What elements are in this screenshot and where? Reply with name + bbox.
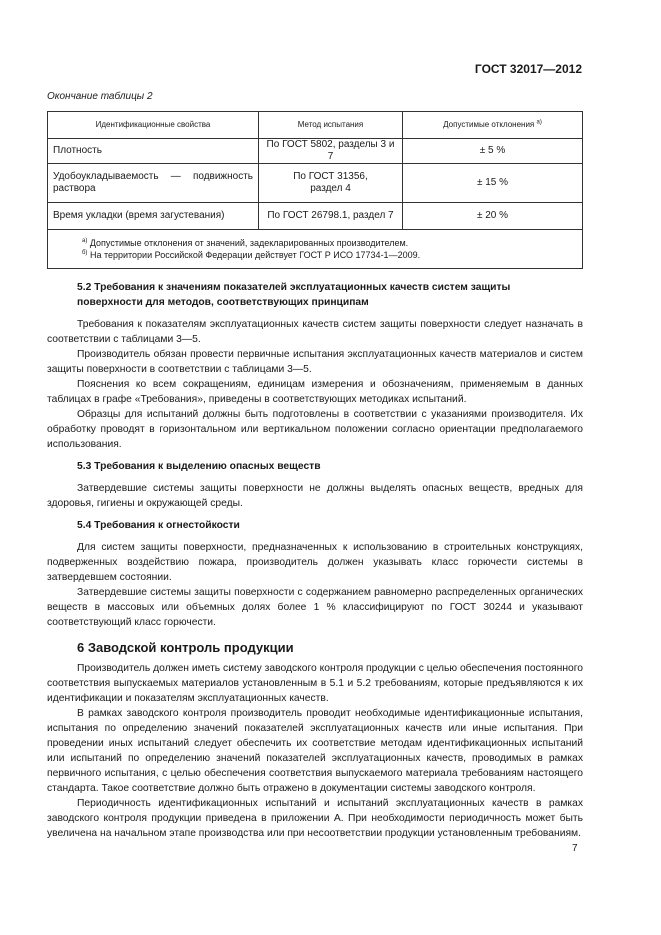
cell-property: Плотность [48,139,259,164]
table-notes-row [48,230,583,269]
table-header-row [48,112,583,139]
table-row [48,203,583,230]
section-6-text [47,661,583,841]
table-notes [48,230,583,269]
footnote-a: $^{а)}$ Допустимые отклонения от значений, задекларированных производителем. [82,237,409,248]
cell-method: По ГОСТ 31356, раздел 4 [259,164,403,203]
paragraph: Затвердевшие системы защиты поверхности с содержанием равномерно распределенных органических веществ в массовых или объемных долях более 1 % классифицируют по ГОСТ 30244 и указывают соответствующий класс горючести. [47,587,583,628]
section-6-title: 6 Заводской контроль продукции [77,640,294,655]
footnote-mark-a: а) [536,119,542,126]
table-2-end [47,111,583,269]
cell-method: По ГОСТ 26798.1, раздел 7 [259,203,403,230]
paragraph: Производитель должен иметь систему заводского контроля продукции с целью обеспечения постоянного соответствия выпускаемых материалов установленным в 5.1 и 5.2 требованиям, которые предъявляются к их идентификации и показателям эксплуатационных качеств. [47,663,583,704]
section-5-3-title: 5.3 Требования к выделению опасных веществ [77,461,321,472]
table-row [48,164,583,203]
section-5-4-title: 5.4 Требования к огнестойкости [77,520,240,531]
paragraph: Затвердевшие системы защиты поверхности не должны выделять опасных веществ, вредных для здоровья, гигиены и окружающей среды. [47,483,583,509]
page-number: 7 [572,843,578,854]
table-row [48,139,583,164]
cell-tolerance: ± 15 % [403,164,583,203]
cell-property: Удобоукладываемость — подвижность раствора [48,164,259,203]
paragraph: В рамках заводского контроля производитель проводит необходимые идентификационные испытания, испытания по определению значений показателей эксплуатационных качеств или иные испытания. При проведении иных испытаний следует обеспечить их соответствие методам идентификационных испытаний или испытаний по определению значений показателей эксплуатационных качеств, проводимых в рамках первичного испытания, с целью обеспечения соответствия выпускаемого материала требованиям настоящего стандарта. Такое соответствие должно быть отражено в документации системы заводского контроля. [47,708,583,794]
document-code: ГОСТ 32017—2012 [474,62,582,76]
section-5-2-text [47,317,583,452]
cell-property: Время укладки (время загустевания) [48,203,259,230]
table-caption: Окончание таблицы 2 [47,91,153,102]
paragraph: Пояснения ко всем сокращениям, единицам измерения и обозначениям, применяемым в данных таблицах в графе «Требования», приведены в соответствующих методиках испытаний. [47,379,583,405]
cell-method: По ГОСТ 5802, разделы 3 и 7 [259,139,403,164]
paragraph: Образцы для испытаний должны быть подготовлены в соответствии с указаниями производителя. Их обработку проводят в горизонтальном или вертикальном положении согласно ориентации предполагаемого использования. [47,409,583,450]
section-5-4-text [47,540,583,630]
paragraph: Требования к показателям эксплуатационных качеств систем защиты поверхности следует назначать в соответствии с таблицами 3—5. [47,319,583,345]
paragraph: Периодичность идентификационных испытаний и испытаний эксплуатационных качеств в рамках заводского контроля продукции приведена в приложении А. При необходимости периодичность может быть увеличена на начальном этапе производства или при несоответствии продукции установленным требованиям. [47,798,583,839]
paragraph: Для систем защиты поверхности, предназначенных к использованию в строительных конструкциях, подверженных воздействию пожара, производитель должен указывать класс горючести системы в затвердевшем состоянии. [47,542,583,583]
footnote-b: $^{б)}$ На территории Российской Федерации действует ГОСТ Р ИСО 17734-1—2009. [82,249,421,260]
column-header-property: Идентификационные свойства [48,112,259,139]
column-header-tolerance: Допустимые отклонения $^{а)}$ [403,112,583,139]
section-5-2-title: 5.2 Требования к значениям показателей эксплуатационных качеств систем защиты поверхности для методов, соответствующих принципам [77,282,511,308]
cell-tolerance: ± 20 % [403,203,583,230]
column-header-method: Метод испытания [259,112,403,139]
document-body [47,280,583,841]
section-5-3-text [47,481,583,511]
cell-tolerance: ± 5 % [403,139,583,164]
paragraph: Производитель обязан провести первичные испытания эксплуатационных качеств материалов и систем защиты поверхности в соответствии с таблицами 3—5. [47,349,583,375]
